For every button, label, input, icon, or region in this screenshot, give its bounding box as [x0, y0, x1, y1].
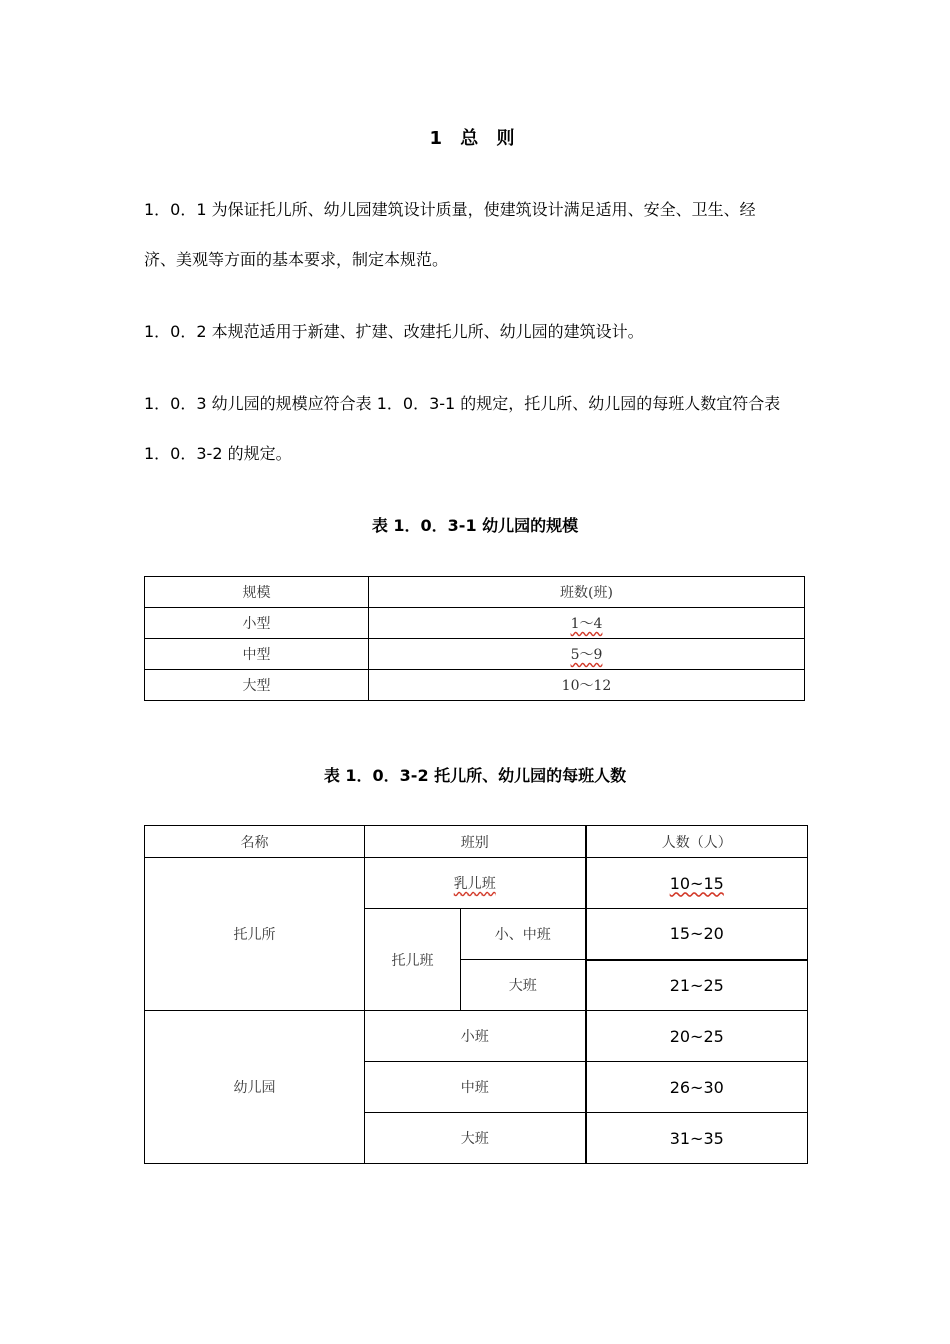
kg-class-cell: 大班: [365, 1113, 586, 1164]
large-count-cell: 21~25: [586, 960, 808, 1011]
header-class-cell: 班别: [365, 826, 586, 858]
table-header-row: [145, 577, 805, 608]
clause-1-0-2: 1．0．2 本规范适用于新建、扩建、改建托儿所、幼儿园的建筑设计。: [144, 322, 644, 341]
toddler-group-cell: 托儿班: [365, 909, 461, 1011]
infant-count-cell: [586, 858, 808, 909]
table-row: [145, 639, 805, 670]
header-name-cell: 名称: [145, 826, 365, 858]
scale-cell: 小型: [145, 608, 369, 639]
scale-cell: 中型: [145, 639, 369, 670]
kg-class-cell: 中班: [365, 1062, 586, 1113]
class-count-value: 5～9: [570, 647, 603, 663]
table-row: [145, 608, 805, 639]
chapter-title: 1 总 则: [429, 128, 521, 149]
header-count-cell: 人数（人）: [586, 826, 808, 858]
table2-caption: 表 1．0．3-2 托儿所、幼儿园的每班人数: [323, 766, 627, 785]
clause-1-0-3-line-1: 1．0．3 幼儿园的规模应符合表 1．0．3-1 的规定，托儿所、幼儿园的每班人数宜符合表: [144, 394, 781, 413]
infant-class-cell: [365, 858, 586, 909]
kg-count-cell: 26~30: [586, 1062, 808, 1113]
scale-cell: 大型: [145, 670, 369, 701]
class-count-cell: [369, 608, 805, 639]
table-row: [145, 858, 808, 909]
nursery-name-cell: 托儿所: [145, 858, 365, 1011]
header-cell: 班数(班): [369, 577, 805, 608]
kg-count-cell: 31~35: [586, 1113, 808, 1164]
class-count-value: 1～4: [570, 616, 603, 632]
infant-count-value: 10~15: [669, 873, 724, 893]
table-kindergarten-scale: [144, 576, 805, 701]
clause-1-0-1-line-1: 1．0．1 为保证托儿所、幼儿园建筑设计质量，使建筑设计满足适用、安全、卫生、经: [144, 200, 756, 219]
clause-1-0-3-line-2: 1．0．3-2 的规定。: [144, 444, 292, 463]
table1-caption: 表 1．0．3-1 幼儿园的规模: [371, 516, 579, 535]
class-count-cell: [369, 639, 805, 670]
table-class-size: [144, 825, 808, 1164]
kg-class-cell: 小班: [365, 1011, 586, 1062]
large-class-cell: 大班: [461, 960, 586, 1011]
kindergarten-name-cell: 幼儿园: [145, 1011, 365, 1164]
class-count-cell: 10～12: [369, 670, 805, 701]
kg-count-cell: 20~25: [586, 1011, 808, 1062]
table-row: [145, 1011, 808, 1062]
small-mid-count-cell: 15~20: [586, 909, 808, 960]
infant-class-label: 乳儿班: [453, 876, 496, 892]
table-row: [145, 670, 805, 701]
table-header-row: [145, 826, 808, 858]
small-mid-class-cell: 小、中班: [461, 909, 586, 960]
clause-1-0-1-line-2: 济、美观等方面的基本要求，制定本规范。: [144, 250, 449, 269]
header-cell: 规模: [145, 577, 369, 608]
